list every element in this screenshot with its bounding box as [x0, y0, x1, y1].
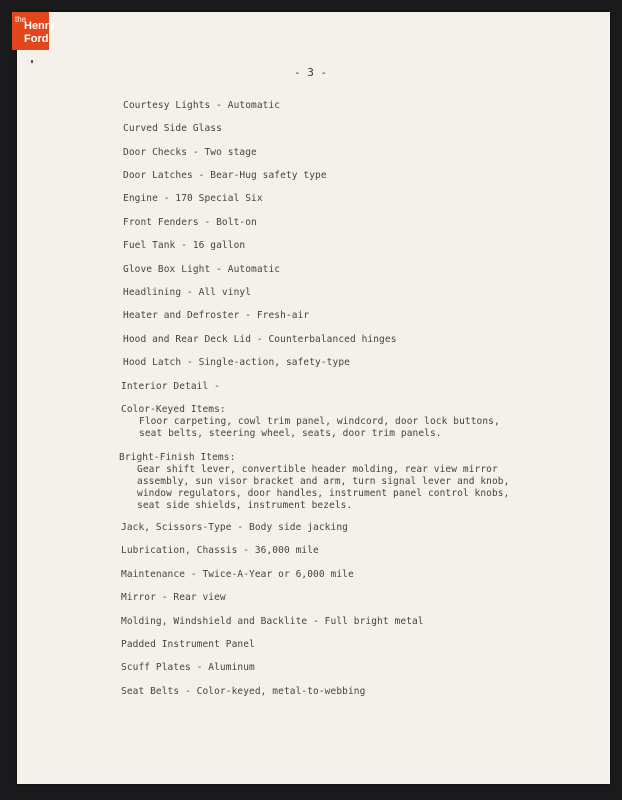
- margin-mark: [31, 60, 33, 63]
- item-engine: Engine - 170 Special Six: [123, 193, 263, 204]
- henry-ford-logo: [12, 12, 56, 50]
- logo-ford: Ford: [24, 33, 49, 45]
- item-door-checks: Door Checks - Two stage: [123, 147, 257, 158]
- item-hood-rear-deck-lid: Hood and Rear Deck Lid - Counterbalanced hinges: [123, 334, 397, 345]
- item-door-latches: Door Latches - Bear-Hug safety type: [123, 170, 327, 181]
- color-keyed-items-line: Floor carpeting, cowl trim panel, windcord, door lock buttons,: [139, 416, 500, 427]
- item-fuel-tank: Fuel Tank - 16 gallon: [123, 240, 246, 251]
- bright-finish-items-heading: Bright-Finish Items:: [119, 452, 236, 463]
- item-seat-belts: Seat Belts - Color-keyed, metal-to-webbing: [121, 686, 366, 697]
- item-maintenance: Maintenance - Twice-A-Year or 6,000 mile: [121, 569, 354, 580]
- item-hood-latch: Hood Latch - Single-action, safety-type: [123, 357, 350, 368]
- item-courtesy-lights: Courtesy Lights - Automatic: [123, 100, 281, 111]
- item-curved-side-glass: Curved Side Glass: [123, 123, 222, 134]
- item-scuff-plates: Scuff Plates - Aluminum: [121, 662, 255, 673]
- item-padded-instrument-panel: Padded Instrument Panel: [121, 639, 255, 650]
- item-molding: Molding, Windshield and Backlite - Full bright metal: [121, 616, 424, 627]
- page-number: - 3 -: [294, 66, 328, 79]
- item-front-fenders: Front Fenders - Bolt-on: [123, 217, 257, 228]
- color-keyed-items-line: seat belts, steering wheel, seats, door trim panels.: [139, 428, 442, 439]
- logo-the: the: [15, 15, 27, 24]
- item-mirror: Mirror - Rear view: [121, 592, 226, 603]
- bright-finish-items-line: seat side shields, instrument bezels.: [137, 500, 353, 511]
- item-interior-detail: Interior Detail -: [121, 381, 220, 392]
- bright-finish-items-line: Gear shift lever, convertible header molding, rear view mirror: [137, 464, 498, 475]
- item-lubrication: Lubrication, Chassis - 36,000 mile: [121, 545, 319, 556]
- logo-henry: Henry: [24, 20, 56, 32]
- item-heater-defroster: Heater and Defroster - Fresh-air: [123, 310, 310, 321]
- document-page: [17, 12, 610, 784]
- bright-finish-items-line: window regulators, door handles, instrument panel control knobs,: [137, 488, 510, 499]
- item-jack: Jack, Scissors-Type - Body side jacking: [121, 522, 348, 533]
- bright-finish-items-line: assembly, sun visor bracket and arm, turn signal lever and knob,: [137, 476, 510, 487]
- item-headlining: Headlining - All vinyl: [123, 287, 252, 298]
- item-glove-box-light: Glove Box Light - Automatic: [123, 264, 281, 275]
- color-keyed-items-heading: Color-Keyed Items:: [121, 404, 226, 415]
